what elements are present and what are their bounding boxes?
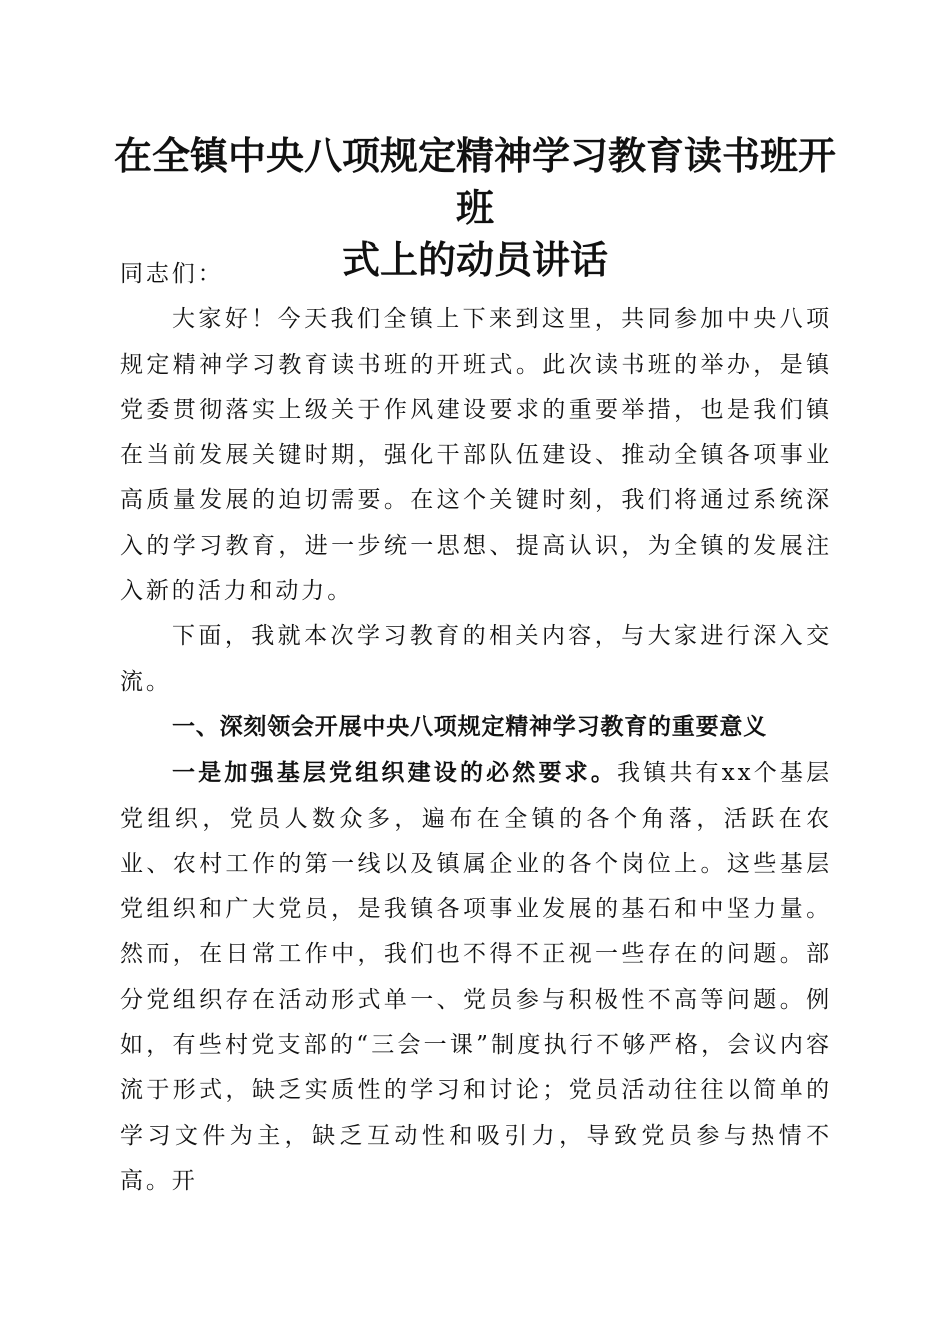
section-paragraph [120,750,832,1204]
paragraph-intro: 大家好！今天我们全镇上下来到这里，共同参加中央八项规定精神学习教育读书班的开班式。此次读书班的举办，是镇党委贯彻落实上级关于作风建设要求的重要举措，也是我们镇在当前发展关键时期，强化干部队伍建设、推动全镇各项事业高质量发展的迫切需要。在这个关键时刻，我们将通过系统深入的学习教育，进一步统一思想、提高认识，为全镇的发展注入新的活力和动力。 [120,306,832,605]
section-text: 我镇共有xx个基层党组织，党员人数众多，遍布在全镇的各个角落，活跃在农业、农村工作的第一线以及镇属企业的各个岗位上。这些基层党组织和广大党员，是我镇各项事业发展的基石和中坚力量。然而，在日常工作中，我们也不得不正视一些存在的问题。部分党组织存在活动形式单一、党员参与积极性不高等问题。例如，有些村党支部的“三会一课”制度执行不够严格，会议内容流于形式，缺乏实质性的学习和讨论；党员活动往往以简单的学习文件为主，缺乏互动性和吸引力，导致党员参与热情不高。开 [120,760,832,1194]
greeting: 同志们： [120,261,224,287]
section-heading: 一、深刻领会开展中央八项规定精神学习教育的重要意义 [172,713,767,740]
title-line-2: 式上的动员讲话 [341,237,608,282]
title-line-1: 在全镇中央八项规定精神学习教育读书班开班 [113,133,836,230]
document-body [120,252,832,1204]
section-lead: 一是加强基层党组织建设的必然要求。 [172,759,618,787]
paragraph-transition: 下面，我就本次学习教育的相关内容，与大家进行深入交流。 [120,623,832,695]
